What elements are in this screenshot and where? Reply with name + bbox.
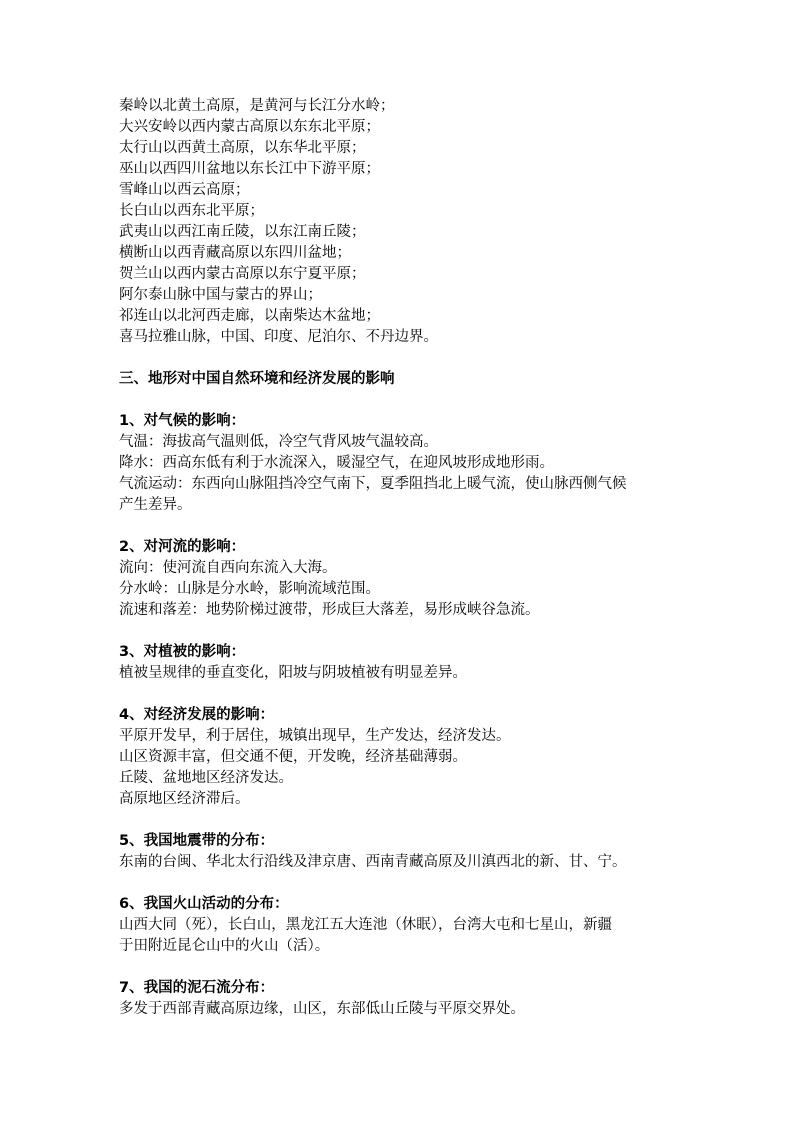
earthquake-section	[119, 831, 719, 873]
spacer	[119, 957, 719, 978]
section-heading: 2、对河流的影响：	[119, 539, 246, 555]
section-title: 三、地形对中国自然环境和经济发展的影响	[119, 371, 395, 387]
mountain-line: 太行山以西黄土高原，以东华北平原；	[119, 140, 366, 156]
mountain-line: 贺兰山以西内蒙古高原以东宁夏平原；	[119, 266, 366, 282]
paragraph-line: 东南的台闽、华北太行沿线及津京唐、西南青藏高原及川滇西北的新、甘、宁。	[119, 854, 627, 870]
section-heading: 4、对经济发展的影响：	[119, 707, 275, 723]
paragraph-line: 多发于西部青藏高原边缘，山区，东部低山丘陵与平原交界处。	[119, 1001, 525, 1017]
vegetation-section	[119, 642, 719, 684]
section-heading: 7、我国的泥石流分布：	[119, 980, 275, 996]
spacer	[119, 348, 719, 369]
mountain-line: 秦岭以北黄土高原，是黄河与长江分水岭；	[119, 98, 395, 114]
mudflow-section	[119, 978, 719, 1020]
spacer	[119, 516, 719, 537]
paragraph-line: 产生差异。	[119, 497, 192, 513]
mountain-line: 喜马拉雅山脉，中国、印度、尼泊尔、不丹边界。	[119, 329, 438, 345]
spacer	[119, 390, 719, 411]
mountain-line: 巫山以西四川盆地以东长江中下游平原；	[119, 161, 380, 177]
paragraph-line: 流向：使河流自西向东流入大海。	[119, 560, 337, 576]
section-heading: 1、对气候的影响：	[119, 413, 246, 429]
spacer	[119, 684, 719, 705]
paragraph-line: 平原开发早，利于居住，城镇出现早，生产发达，经济发达。	[119, 728, 511, 744]
rivers-section	[119, 537, 719, 621]
mountain-line: 武夷山以西江南丘陵，以东江南丘陵；	[119, 224, 366, 240]
climate-section	[119, 411, 719, 516]
volcano-section	[119, 894, 719, 957]
paragraph-line: 山西大同（死），长白山，黑龙江五大连池（休眠），台湾大屯和七星山，新疆	[119, 917, 612, 933]
section-heading: 6、我国火山活动的分布：	[119, 896, 289, 912]
mountain-line: 阿尔泰山脉中国与蒙古的界山；	[119, 287, 322, 303]
spacer	[119, 621, 719, 642]
section-heading: 5、我国地震带的分布：	[119, 833, 275, 849]
economy-section	[119, 705, 719, 810]
mountain-line: 横断山以西青藏高原以东四川盆地；	[119, 245, 351, 261]
spacer	[119, 810, 719, 831]
mountain-line: 雪峰山以西云高原；	[119, 182, 250, 198]
document-page	[119, 96, 719, 1020]
paragraph-line: 丘陵、盆地地区经济发达。	[119, 770, 293, 786]
mountain-list	[119, 96, 719, 348]
paragraph-line: 气流运动：东西向山脉阻挡冷空气南下，夏季阻挡北上暖气流，使山脉西侧气候	[119, 476, 627, 492]
paragraph-line: 气温：海拔高气温则低，冷空气背风坡气温较高。	[119, 434, 438, 450]
mountain-line: 大兴安岭以西内蒙古高原以东东北平原；	[119, 119, 380, 135]
paragraph-line: 降水：西高东低有利于水流深入，暖湿空气，在迎风坡形成地形雨。	[119, 455, 554, 471]
paragraph-line: 植被呈规律的垂直变化，阳坡与阴坡植被有明显差异。	[119, 665, 467, 681]
paragraph-line: 分水岭：山脉是分水岭，影响流域范围。	[119, 581, 380, 597]
paragraph-line: 流速和落差：地势阶梯过渡带，形成巨大落差，易形成峡谷急流。	[119, 602, 540, 618]
paragraph-line: 山区资源丰富，但交通不便，开发晚，经济基础薄弱。	[119, 749, 467, 765]
paragraph-line: 于田附近昆仑山中的火山（活）。	[119, 938, 330, 954]
spacer	[119, 873, 719, 894]
mountain-line: 祁连山以北河西走廊，以南柴达木盆地；	[119, 308, 380, 324]
paragraph-line: 高原地区经济滞后。	[119, 791, 250, 807]
mountain-line: 长白山以西东北平原；	[119, 203, 264, 219]
section-heading: 3、对植被的影响：	[119, 644, 246, 660]
